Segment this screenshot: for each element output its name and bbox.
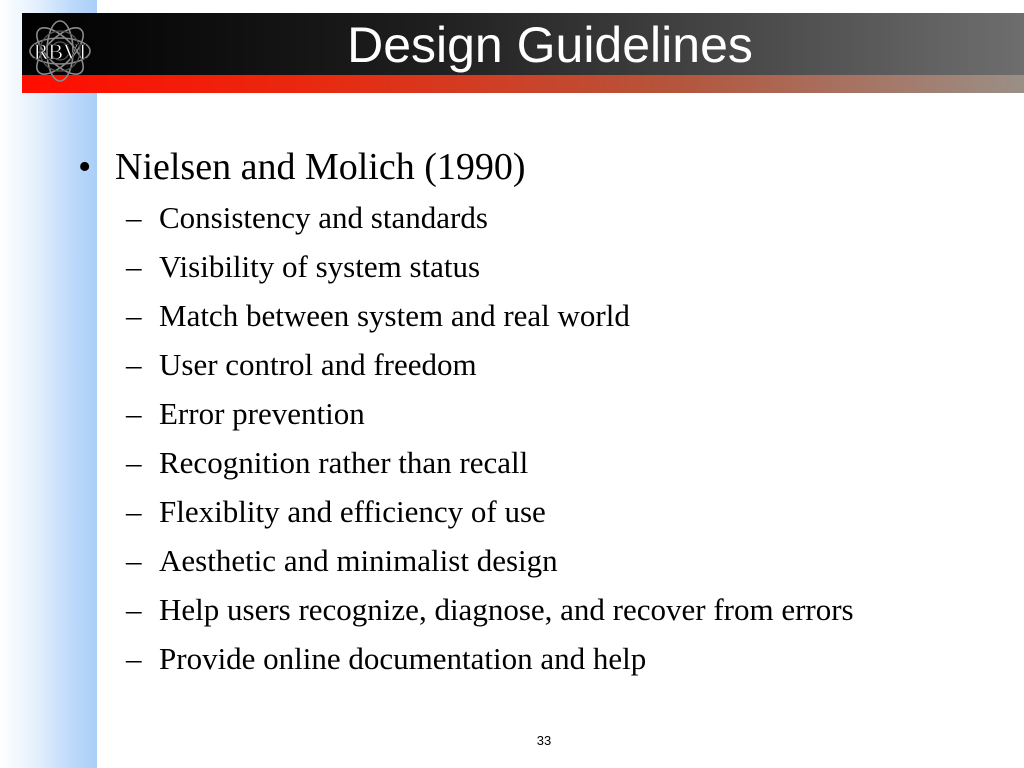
main-bullet: [78, 142, 1008, 192]
guideline-item: [78, 438, 1008, 487]
dash-mark: –: [126, 347, 142, 382]
dash-mark: –: [126, 592, 142, 627]
dash-mark: –: [126, 396, 142, 431]
guideline-item: [78, 389, 1008, 438]
guideline-text: Consistency and standards: [159, 200, 488, 235]
guideline-text: Help users recognize, diagnose, and recover from errors: [159, 592, 854, 627]
guideline-item: [78, 193, 1008, 242]
guideline-text: Match between system and real world: [159, 298, 630, 333]
dash-mark: –: [126, 543, 142, 578]
guideline-item: [78, 340, 1008, 389]
logo-text: RBVI: [33, 39, 87, 64]
slide-title: Design Guidelines: [347, 17, 753, 73]
dash-mark: –: [126, 494, 142, 529]
dash-mark: –: [126, 641, 142, 676]
page-number: 33: [536, 733, 552, 748]
guideline-text: Visibility of system status: [159, 249, 481, 284]
guideline-text: Error prevention: [159, 396, 365, 431]
guideline-text: Recognition rather than recall: [159, 445, 529, 480]
rbvi-logo: [22, 13, 98, 89]
main-bullet-text: Nielsen and Molich (1990): [115, 146, 526, 188]
guideline-list: [78, 193, 1008, 683]
title-underline-stripe: [22, 75, 1024, 93]
guideline-text: Aesthetic and minimalist design: [159, 543, 558, 578]
rbvi-logo-graphic: [22, 13, 98, 89]
guideline-item: [78, 585, 1008, 634]
guideline-text: Provide online documentation and help: [159, 641, 647, 676]
dash-mark: –: [126, 249, 142, 284]
guideline-text: Flexiblity and efficiency of use: [159, 494, 546, 529]
dash-mark: –: [126, 445, 142, 480]
guideline-item: [78, 242, 1008, 291]
guideline-item: [78, 634, 1008, 683]
guideline-item: [78, 487, 1008, 536]
bullet-mark: •: [78, 146, 92, 188]
guideline-text: User control and freedom: [159, 347, 477, 382]
slide-content: [78, 142, 1008, 683]
dash-mark: –: [126, 200, 142, 235]
guideline-item: [78, 291, 1008, 340]
guideline-item: [78, 536, 1008, 585]
dash-mark: –: [126, 298, 142, 333]
